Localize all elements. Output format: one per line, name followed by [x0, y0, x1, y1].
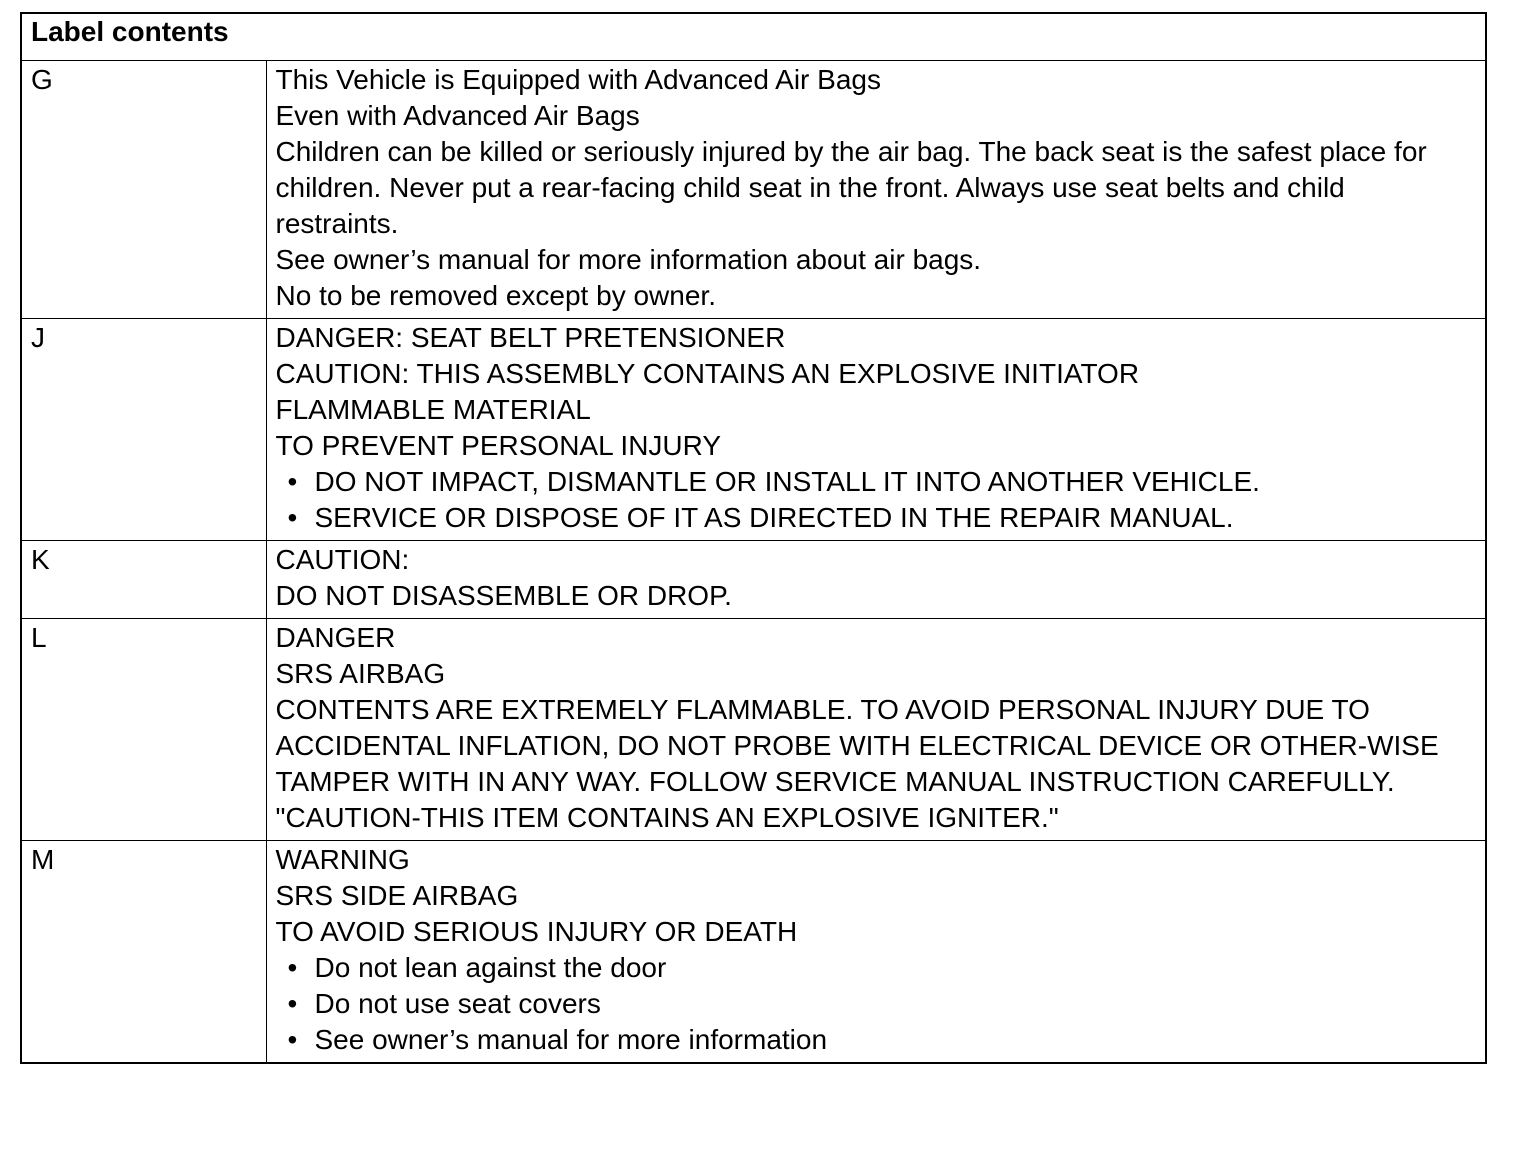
table-row: [21, 541, 1486, 619]
content-line: SRS SIDE AIRBAG: [275, 880, 519, 911]
content-line: Children can be killed or seriously injured by the air bag. The back seat is the safest place for children. Never put a rear-facing child seat in the front. Always use seat belts and child restraints.: [275, 136, 1427, 239]
content-line: SRS AIRBAG: [275, 658, 446, 689]
content-line: CAUTION:: [275, 544, 410, 575]
table-row: [21, 61, 1486, 319]
table-row: [21, 619, 1486, 841]
bullet-text: Do not lean against the door: [314, 952, 667, 983]
bullet-item: [276, 464, 1476, 500]
label-id-cell: K: [21, 541, 266, 619]
label-content-cell: [266, 61, 1486, 319]
bullet-item: [276, 950, 1476, 986]
content-line: DANGER: SEAT BELT PRETENSIONER: [275, 322, 786, 353]
bullet-dot-icon: •: [287, 952, 298, 983]
bullet-dot-icon: •: [287, 502, 298, 533]
table-row: [21, 841, 1486, 1064]
label-id-cell: G: [21, 61, 266, 319]
label-content-cell: [266, 619, 1486, 841]
label-content-cell: [266, 841, 1486, 1064]
bullet-text: Do not use seat covers: [314, 988, 601, 1019]
bullet-item: [276, 500, 1476, 536]
content-line: TO AVOID SERIOUS INJURY OR DEATH: [275, 916, 798, 947]
content-line: TO PREVENT PERSONAL INJURY: [275, 430, 722, 461]
label-content-cell: [266, 541, 1486, 619]
bullet-item: [276, 986, 1476, 1022]
bullet-text: SERVICE OR DISPOSE OF IT AS DIRECTED IN THE REPAIR MANUAL.: [314, 502, 1234, 533]
label-id-cell: L: [21, 619, 266, 841]
bullet-item: [276, 1022, 1476, 1058]
bullet-text: See owner’s manual for more information: [314, 1024, 828, 1055]
bullet-text: DO NOT IMPACT, DISMANTLE OR INSTALL IT INTO ANOTHER VEHICLE.: [314, 466, 1260, 497]
label-content-cell: [266, 319, 1486, 541]
bullet-dot-icon: •: [287, 1024, 298, 1055]
table-row: [21, 319, 1486, 541]
content-line: This Vehicle is Equipped with Advanced Air Bags: [275, 64, 881, 95]
content-line: DANGER: [275, 622, 396, 653]
label-id-cell: J: [21, 319, 266, 541]
table-header: Label contents: [21, 13, 1486, 61]
content-line: WARNING: [275, 844, 410, 875]
table-header-row: [21, 13, 1486, 61]
content-line: No to be removed except by owner.: [275, 280, 716, 311]
table-body: [21, 13, 1486, 1063]
content-line: CONTENTS ARE EXTREMELY FLAMMABLE. TO AVOID PERSONAL INJURY DUE TO ACCIDENTAL INFLATION, DO NOT PROBE WITH ELECTRICAL DEVICE OR OTHER-WISE TAMPER WITH IN ANY WAY. FOLLOW SERVICE MANUAL INSTRUCTION CAREFULLY. "CAUTION-THIS ITEM CONTAINS AN EXPLOSIVE IGNITER.": [275, 694, 1439, 833]
content-line: Even with Advanced Air Bags: [275, 100, 640, 131]
content-line: DO NOT DISASSEMBLE OR DROP.: [275, 580, 732, 611]
label-id-cell: M: [21, 841, 266, 1064]
bullet-dot-icon: •: [287, 988, 298, 1019]
content-line: FLAMMABLE MATERIAL: [275, 394, 591, 425]
bullet-dot-icon: •: [287, 466, 298, 497]
label-contents-table: [20, 12, 1487, 1064]
content-line: See owner’s manual for more information about air bags.: [275, 244, 982, 275]
content-line: CAUTION: THIS ASSEMBLY CONTAINS AN EXPLOSIVE INITIATOR: [275, 358, 1140, 389]
